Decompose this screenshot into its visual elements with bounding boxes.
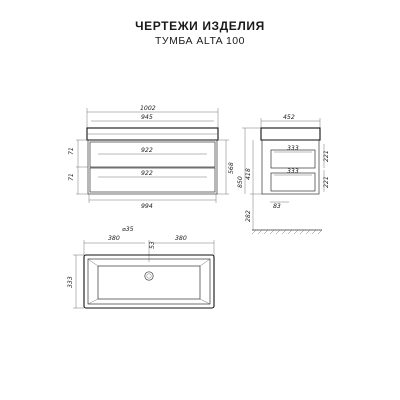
tap-hole-icon [145,272,153,280]
dim-side-drawer-bottom: 333 [287,168,299,175]
dim-total-height: 568 [228,162,235,174]
dim-base-width: 994 [141,203,153,210]
dim-side-inner-top: 221 [323,150,330,162]
dim-top-left: 380 [108,235,120,242]
dim-top-depth: 333 [67,276,74,288]
dim-drawer-bottom-height: 71 [68,173,75,181]
front-view [68,105,235,210]
dim-side-850: 850 [237,176,244,188]
dim-drawer-top-height: 71 [68,147,75,155]
page-title: ЧЕРТЕЖИ ИЗДЕЛИЯ [135,19,265,33]
dim-side-inner-bottom: 221 [323,176,330,188]
page-subtitle: ТУМБА ALTA 100 [155,35,245,47]
dim-top-right: 380 [175,235,187,242]
dim-side-depth: 452 [283,114,295,121]
dim-hole-offset: 53 [149,241,156,249]
dim-side-282: 282 [245,210,252,222]
floor-hatch [252,230,322,234]
dim-side-bottom-offset: 83 [273,203,281,210]
side-view [237,114,330,234]
dim-overall-width: 1002 [140,105,156,112]
dim-drawer-bottom-width: 922 [141,170,153,177]
dim-hole-diameter: ⌀35 [122,226,134,233]
dim-side-418: 418 [245,168,252,180]
dim-inner-width: 945 [141,114,153,121]
top-view [67,226,214,308]
dim-drawer-top-width: 922 [141,147,153,154]
dim-side-drawer-top: 333 [287,145,299,152]
